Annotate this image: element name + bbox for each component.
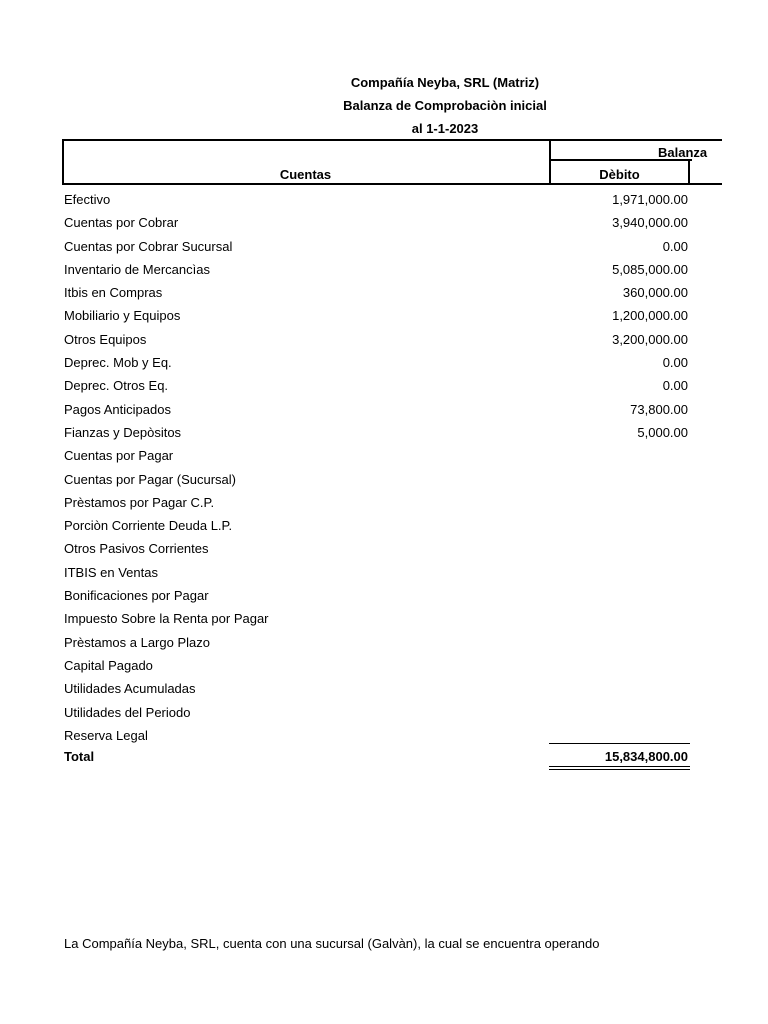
account-rows — [62, 190, 768, 749]
debit-amount: 5,085,000.00 — [612, 261, 688, 277]
account-name: Inventario de Mercancìas — [64, 261, 210, 277]
debit-amount: 360,000.00 — [622, 285, 688, 301]
account-name: ITBIS en Ventas — [64, 564, 158, 580]
table-row — [62, 423, 768, 446]
account-name: Efectivo — [64, 192, 111, 207]
table-row — [62, 679, 768, 702]
account-name: Capital Pagado — [64, 657, 153, 673]
company-title: Compañía Neyba, SRL (Matriz) — [350, 75, 540, 90]
debit-amount: 73,800.00 — [630, 401, 688, 417]
report-title: Balanza de Comprobaciòn inicial — [343, 98, 547, 113]
table-row — [62, 493, 768, 516]
table-row — [62, 213, 768, 236]
total-label: Total — [64, 749, 95, 764]
account-name: Pagos Anticipados — [64, 401, 171, 417]
account-name: Deprec. Otros Eq. — [64, 378, 169, 394]
debit-amount: 0.00 — [662, 355, 688, 371]
account-name: Bonificaciones por Pagar — [64, 588, 209, 604]
table-row — [62, 539, 768, 562]
debit-column-header: Dèbito — [599, 167, 640, 182]
debit-amount: 0.00 — [662, 238, 688, 254]
table-row — [62, 609, 768, 632]
table-row — [62, 260, 768, 283]
table-row — [62, 330, 768, 353]
balance-group-header: Balanza — [658, 145, 708, 160]
debit-amount: 1,971,000.00 — [612, 192, 688, 207]
account-name: Otros Pasivos Corrientes — [64, 541, 209, 557]
report-date: al 1-1-2023 — [411, 121, 479, 136]
account-name: Deprec. Mob y Eq. — [64, 355, 172, 371]
debit-amount: 3,940,000.00 — [612, 215, 688, 231]
table-row — [62, 470, 768, 493]
table-row — [62, 376, 768, 399]
table-row — [62, 306, 768, 329]
table-row — [62, 726, 768, 749]
account-name: Cuentas por Pagar — [64, 448, 174, 464]
table-row — [62, 283, 768, 306]
table-row — [62, 237, 768, 260]
debit-amount: 3,200,000.00 — [612, 331, 688, 347]
table-row — [62, 516, 768, 539]
debit-amount: 1,200,000.00 — [612, 308, 688, 324]
table-row — [62, 633, 768, 656]
debit-amount: 0.00 — [662, 378, 688, 394]
total-debit: 15,834,800.00 — [604, 749, 688, 764]
table-row — [62, 703, 768, 726]
trial-balance-sheet — [62, 139, 768, 779]
table-row — [62, 563, 768, 586]
account-name: Cuentas por Cobrar — [64, 215, 179, 231]
footer-note: La Compañía Neyba, SRL, cuenta con una sucursal (Galvàn), la cual se encuentra operando — [64, 936, 600, 951]
account-name: Cuentas por Cobrar Sucursal — [64, 238, 233, 254]
table-row — [62, 446, 768, 469]
table-row — [62, 586, 768, 609]
account-name: Impuesto Sobre la Renta por Pagar — [64, 611, 269, 627]
column-divider — [688, 159, 690, 185]
table-row — [62, 353, 768, 376]
table-row — [62, 400, 768, 423]
account-name: Prèstamos por Pagar C.P. — [64, 494, 215, 510]
account-name: Itbis en Compras — [64, 285, 163, 301]
account-name: Prèstamos a Largo Plazo — [64, 634, 210, 650]
account-name: Fianzas y Depòsitos — [64, 424, 182, 440]
account-name: Mobiliario y Equipos — [64, 308, 181, 324]
account-name: Porciòn Corriente Deuda L.P. — [64, 518, 233, 534]
total-double-rule — [549, 766, 690, 770]
total-rule — [549, 743, 690, 744]
account-name: Cuentas por Pagar (Sucursal) — [64, 471, 236, 487]
table-row — [62, 190, 768, 213]
account-name: Reserva Legal — [64, 727, 148, 743]
account-name: Otros Equipos — [64, 331, 147, 347]
accounts-column-header: Cuentas — [279, 167, 332, 182]
account-name: Utilidades del Periodo — [64, 704, 191, 720]
table-row — [62, 656, 768, 679]
account-name: Utilidades Acumuladas — [64, 681, 196, 697]
debit-amount: 5,000.00 — [637, 424, 688, 440]
